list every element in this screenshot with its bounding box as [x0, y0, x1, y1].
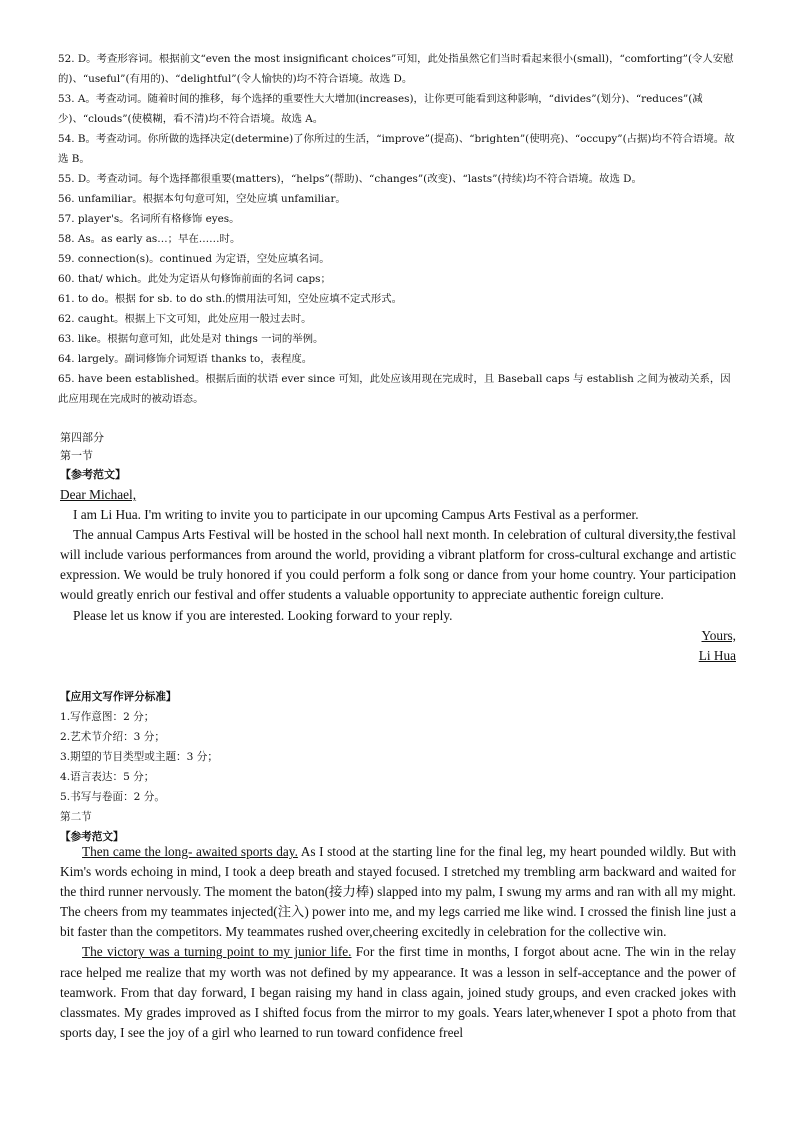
- answer-61: 61. to do。根据 for sb. to do sth.的惯用法可知，空处应填不定式形式。: [58, 293, 402, 305]
- answer-60: 60. that/ which。此处为定语从句修饰前面的名词 caps；: [58, 273, 331, 285]
- section2-heading: 第二节: [60, 811, 92, 823]
- criteria-title: 【应用文写作评分标准】: [60, 691, 177, 703]
- answer-63: 63. like。根据句意可知，此处是对 things 一词的举例。: [58, 333, 324, 345]
- answer-65: 65. have been established。根据后面的状语 ever since 可知，此处应该用现在完成时，且 Baseball caps 与 establish 之间为被动关系，因此应用现在完成时的被动语态。: [58, 373, 731, 405]
- essay-paragraph-2: [60, 942, 736, 1042]
- section1-heading: 第一节: [60, 449, 93, 462]
- criteria-item: 4.语言表达：5 分；: [60, 771, 155, 783]
- reference-heading-1: 【参考范文】: [60, 468, 126, 481]
- answer-62: 62. caught。根据上下文可知，此处应用一般过去时。: [58, 313, 312, 325]
- answer-list: [58, 49, 738, 409]
- reference-heading-2: 【参考范文】: [60, 831, 124, 843]
- answer-55: 55. D。考查动词。每个选择都很重要(matters)，“helps”(帮助)、“changes”(改变)、“lasts”(持续)均不符合语境。故选 D。: [58, 173, 642, 185]
- scoring-criteria: [60, 687, 218, 847]
- sample-letter: [60, 485, 736, 666]
- letter-paragraph-1: I am Li Hua. I'm writing to invite you to participate in our upcoming Campus Arts Festival as a performer.: [73, 507, 639, 523]
- letter-closing: Yours,: [701, 627, 736, 643]
- part4-heading: 第四部分: [60, 431, 104, 444]
- answer-54: 54. B。考查动词。你所做的选择决定(determine)了你所过的生活，“improve”(提高)、“brighten”(使明亮)、“occupy”(占据)均不符合语境。故选 B。: [58, 133, 735, 165]
- criteria-item: 1.写作意图：2 分；: [60, 711, 155, 723]
- sample-essay: [60, 842, 736, 1043]
- essay-lead-2: The victory was a turning point to my junior life.: [82, 944, 352, 960]
- letter-signature: Li Hua: [698, 647, 736, 663]
- letter-paragraph-3: Please let us know if you are interested. Looking forward to your reply.: [73, 607, 453, 623]
- criteria-item: 5.书写与卷面：2 分。: [60, 791, 165, 803]
- essay-lead-1: Then came the long- awaited sports day.: [82, 844, 298, 859]
- essay-body-1: As I stood at the starting line for the final leg, my heart pounded wildly. But with Kim's words echoing in mind, I took a deep breath and stayed focused. I stretched my trembling arm backward and waited for the third runner nervously. The moment the baton(接力棒) slapped into my palm, I swung my arms and ran with all my might. The cheers from my teammates injected(注入) power into me, and my legs carried me like wind. I crossed the finish line just a bit faster than the competitors. My teammates rushed over,cheering excitedly in celebration for the collective win.: [60, 844, 736, 940]
- answer-56: 56. unfamiliar。根据本句句意可知，空处应填 unfamiliar。: [58, 193, 346, 205]
- answer-59: 59. connection(s)。continued 为定语，空处应填名词。: [58, 253, 330, 265]
- criteria-item: 2.艺术节介绍：3 分；: [60, 731, 165, 743]
- answer-52: 52. D。考查形容词。根据前文“even the most insignificant choices”可知，此处指虽然它们当时看起来很小(small)，“comforting”(令人安慰的)、“useful”(有用的)、“delightful”(令人愉快的)均不符合语境。故选 D。: [58, 53, 734, 85]
- essay-body-2: For the first time in months, I forgot about acne. The win in the relay race helped me realize that my worth was not defined by my appearance. It was a lesson in self-acceptance and the power of teamwork. From that day forward, I began raising my hand in class again, joined study groups, and even cracked jokes with classmates. My grades improved as I shifted focus from the mirror to my goals. Years later,whenever I spot a photo from that sports day, I see the joy of a girl who learned to run toward confidence freel: [60, 944, 736, 1040]
- answer-58: 58. As。as early as…；早在……时。: [58, 233, 241, 245]
- letter-paragraph-2: The annual Campus Arts Festival will be hosted in the school hall next month. In celebration of cultural diversity,the festival will include various performances from around the world, providing a vibrant platform for cross-cultural exchange and artistic expression. We would be truly honored if you could perform a folk song or dance from your home country. Your participation would greatly enrich our festival and offer students a valuable opportunity to appreciate authentic foreign culture.: [60, 527, 736, 603]
- essay-paragraph-1: [60, 842, 736, 942]
- answer-53: 53. A。考查动词。随着时间的推移，每个选择的重要性大大增加(increases)，让你更可能看到这种影响，“divides”(划分)、“reduces”(减少)、“clouds”(使模糊，看不清)均不符合语境。故选 A。: [58, 93, 703, 125]
- answer-57: 57. player's。名词所有格修饰 eyes。: [58, 213, 240, 225]
- criteria-item: 3.期望的节目类型或主题：3 分；: [60, 751, 218, 763]
- letter-salutation: Dear Michael,: [60, 487, 137, 502]
- answer-64: 64. largely。副词修饰介词短语 thanks to，表程度。: [58, 353, 313, 365]
